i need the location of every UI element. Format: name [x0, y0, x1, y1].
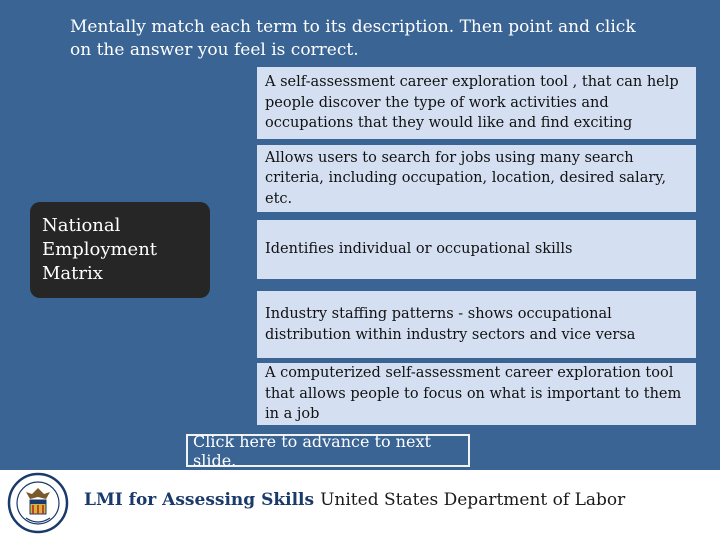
answer-option-4[interactable]: Industry staffing patterns - shows occupational distribution within industry sectors and vice versa [257, 291, 696, 358]
answer-option-2[interactable]: Allows users to search for jobs using many search criteria, including occupation, location, desired salary, etc. [257, 145, 696, 212]
footer-department: United States Department of Labor [320, 490, 626, 510]
department-of-labor-seal-icon [0, 472, 76, 534]
footer-text [84, 490, 625, 510]
instructions-text: Mentally match each term to its description. Then point and click on the answer you feel is correct. [70, 17, 636, 60]
answer-option-3[interactable]: Identifies individual or occupational skills [257, 220, 696, 279]
answer-option-1[interactable]: A self-assessment career exploration tool , that can help people discover the type of work activities and occupations that they would like and find exciting [257, 67, 696, 139]
footer-title: LMI for Assessing Skills [84, 490, 315, 510]
term-box: National Employment Matrix [30, 202, 210, 298]
answer-option-5[interactable]: A computerized self-assessment career exploration tool that allows people to focus on what is important to them in a job [257, 363, 696, 425]
next-slide-button[interactable]: Click here to advance to next slide. [186, 434, 470, 467]
